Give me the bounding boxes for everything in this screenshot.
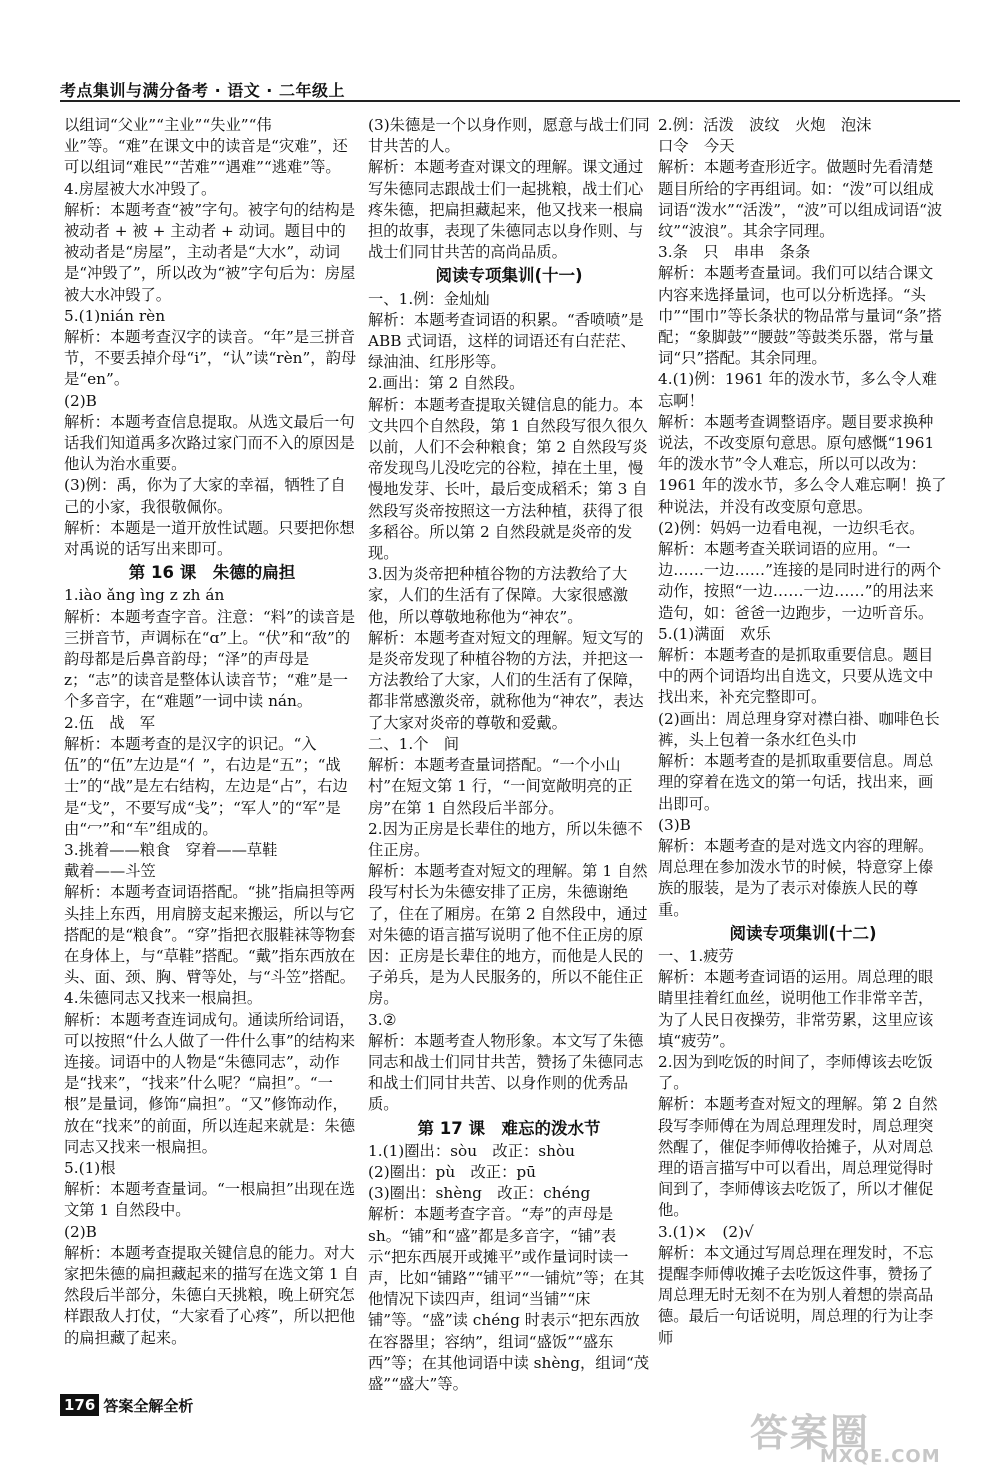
answer-paragraph: (2)圈出：pù 改正：pū [368,1162,537,1181]
answer-paragraph: 3.条 只 串串 条条 [658,243,811,262]
answer-paragraph: 解析：本题考查量词搭配。“一个小山村”在短文第 1 行，“一间宽敞明亮的正房”在第 1 自然段后半部分。 [368,756,633,817]
answer-paragraph: (2)B [64,1222,97,1241]
answer-paragraph: 解析：本题考查的是抓取重要信息。周总理的穿着在选文的第一句话，找出来，画出即可。 [658,752,934,813]
answer-paragraph: (3)B [658,815,691,834]
answer-paragraph: 解析：本题考查的是抓取重要信息。题目中的两个词语均出自选文，只要从选文中找出来，补充完整即可。 [658,646,934,707]
answer-paragraph: 一、1.例：金灿灿 [368,289,490,308]
answer-paragraph: 解析：本题考查词语的积累。“香喷喷”是 ABB 式词语，这样的词语还有白茫茫、绿油油、红彤彤等。 [368,310,649,372]
answer-paragraph: 解析：本题考查提取关键信息的能力。本文共四个自然段，第 1 自然段写很久很久以前，人们不会种粮食；第 2 自然段写炎帝发现鸟儿没吃完的谷粒，掉在土里，慢慢地发芽、长叶，最后变成稻禾；第 3 自然段写炎帝按照这一方法种植，获得了很多稻谷。所以第 2 自然段就是炎帝的发现。 [368,395,648,563]
section-heading: 第 17 课 难忘的泼水节 [417,1118,601,1138]
answer-paragraph: (3)圈出：shèng 改正：chéng [368,1184,591,1203]
page-footer [60,1392,193,1418]
answer-paragraph: 解析：本题考查字音。“寿”的声母是 sh。“铺”和“盛”都是多音字，“铺”表示“把东西展开或摊平”或作量词时读一声，比如“铺路”“铺平”“一铺炕”等；在其他情况下读四声，组词“当铺”“床铺”等。“盛”读 chéng 时表示“把东西放在容器里；容纳”，组词“盛饭”“盛东西”等；在其他词语中读 shèng，组词“茂盛”“盛大”等。 [368,1205,650,1393]
section-heading: 第 16 课 朱德的扁担 [128,563,296,583]
answer-paragraph: 解析：本题考查的是汉字的识记。“入伍”的“伍”左边是“亻”，右边是“五”；“战士”的“战”是左右结构，左边是“占”，右边是“戈”，不要写成“戋”；“军人”的“军”是由“冖”和“车”组成的。 [64,734,348,838]
answer-paragraph: 2.伍 战 军 [64,713,156,732]
answer-paragraph: 解析：本题考查提取关键信息的能力。对大家把朱德的扁担藏起来的描写在选文第 1 自然段后半部分，朱德白天挑粮，晚上研究怎样跟敌人打仗，“大家看了心疼”，所以把他的扁担藏了起来。 [64,1243,359,1347]
answer-paragraph: 3.挑着——粮食 穿着——草鞋 [64,840,278,859]
answer-paragraph: 解析：本题考查形近字。做题时先看清楚题目所给的字再组词。如：“泼”可以组成词语“泼水”“活泼”，“波”可以组成词语“波纹”“波浪”。其余字同理。 [658,158,943,241]
header-rule [60,100,960,102]
answer-paragraph: 解析：本题考查量词。“一根扁担”出现在选文第 1 自然段中。 [64,1180,355,1220]
answer-paragraph: 解析：本题考查词语搭配。“挑”指扁担等两头挂上东西，用肩膀支起来搬运，所以与它搭配的是“粮食”。“穿”指把衣服鞋袜等物套在身体上，与“草鞋”搭配。“戴”指东西放在头、面、颈、胸、臂等处，与“斗笠”搭配。 [64,883,356,987]
answer-paragraph: (2)例：妈妈一边看电视，一边织毛衣。 [658,518,925,537]
page-number: 176 [60,1394,99,1416]
answer-paragraph: 4.房屋被大水冲毁了。 [64,179,217,198]
answer-paragraph: 3.② [368,1010,397,1029]
answer-paragraph: 解析：本题考查关联词语的应用。“一边……一边……”连接的是同时进行的两个动作，按照“一边……一边……”的用法来造句，如：爸爸一边跑步，一边听音乐。 [658,540,942,622]
answer-paragraph: (2)B [64,391,97,410]
answer-paragraph: 2.例：活泼 波纹 火炮 泡沫 [658,116,872,134]
answer-paragraph: 3.因为炎帝把种植谷物的方法教给了大家，人们的生活有了保障。大家很感激他，所以尊敬地称他为“神农”。 [368,565,629,626]
answer-paragraph: 解析：本题考查词语的运用。周总理的眼睛里挂着红血丝，说明他工作非常辛苦，为了人民日夜操劳，非常劳累，这里应该填“疲劳”。 [658,968,934,1050]
answer-paragraph: 解析：本题考查量词。我们可以结合课文内容来选择量词，也可以分析选择。“头巾”“围巾”等长条状的物品常与量词“条”搭配；“象脚鼓”“腰鼓”等鼓类乐器，常与量词“只”搭配。其余同理。 [658,264,942,368]
answer-paragraph: 戴着——斗笠 [64,862,156,881]
answer-paragraph: 解析：本题是一道开放性试题。只要把你想对禹说的话写出来即可。 [64,518,355,559]
answer-paragraph: 解析：本题考查字音。注意：“料”的读音是三拼音节，声调标在“ɑ”上。“伏”和“敌”的韵母都是后鼻音韵母；“泽”的声母是z；“志”的读音是整体认读音节；“难”是一个多音字，在“难题”一词中读 nán。 [64,607,355,711]
answer-paragraph: 二、1.个 间 [368,734,460,753]
answer-paragraph: 5.(1)根 [64,1158,116,1177]
answer-paragraph: 解析：本题考查对课文的理解。课文通过写朱德同志跟战士们一起挑粮，战士们心疼朱德，把扁担藏起来，他又找来一根扁担的故事，表现了朱德同志以身作则、与战士们同甘共苦的高尚品质。 [368,158,644,262]
watermark-url: MXQE.COM [820,1446,941,1467]
answer-paragraph: 解析：本题考查对短文的理解。短文写的是炎帝发现了种植谷物的方法，并把这一方法教给了大家，人们的生活有了保障，都非常感激炎帝，就称他为“神农”，表达了大家对炎帝的尊敬和爱戴。 [368,628,644,732]
column-3 [658,115,948,1349]
answer-paragraph: (3)朱德是一个以身作则，愿意与战士们同甘共苦的人。 [368,116,650,156]
section-heading: 阅读专项集训(十二) [729,923,877,943]
answer-paragraph: 2.因为到吃饭的时间了，李师傅该去吃饭了。 [658,1052,933,1093]
answer-paragraph: 解析：本题考查连词成句。通读所给词语，可以按照“什么人做了一件什么事”的结构来连接。词语中的人物是“朱德同志”，动作是“找来”，“找来”什么呢？“扁担”。“一根”是量词，修饰“扁担”。“又”修饰动作，放在“找来”的前面，所以连起来就是：朱德同志又找来一根扁担。 [64,1010,355,1156]
column-1 [64,115,360,1349]
answer-paragraph: (3)例：禹，你为了大家的幸福，牺牲了自己的小家，我很敬佩你。 [64,476,346,516]
answer-paragraph: 解析：本题考查对短文的理解。第 2 自然段写李师傅在为周总理理发时，周总理突然醒了，催促李师傅收拾摊子，从对周总理的语言描写中可以看出，周总理觉得时间到了，李师傅该去吃饭了，所以才催促他。 [658,1095,938,1220]
answer-paragraph: 一、1.疲劳 [658,946,734,965]
answer-paragraph: 1.iào ǎng ìng z zh án [64,586,225,605]
answer-paragraph: 解析：本题考查人物形象。本文写了朱德同志和战士们同甘共苦，赞扬了朱德同志和战士们同甘共苦、以身作则的优秀品质。 [368,1031,644,1114]
answer-paragraph: 以组词“父业”“主业”“失业”“伟业”等。“难”在课文中的读音是“灾难”，还可以组词“难民”“苦难”“遇难”“逃难”等。 [64,116,348,177]
answer-paragraph: 解析：本题考查“被”字句。被字句的结构是被动者 + 被 + 主动者 + 动词。题目中的被动者是“房屋”，主动者是“大水”，动词是“冲毁了”，所以改为“被”字句后为：房屋被大水冲毁了。 [64,200,356,304]
watermark-logo: 答案圈 [750,1411,871,1455]
answer-paragraph: 解析：本题考查汉字的读音。“年”是三拼音节，不要丢掉介母“i”，“认”读“rèn”，韵母是“en”。 [64,328,357,389]
answer-paragraph: 解析：本题考查的是对选文内容的理解。周总理在参加泼水节的时候，特意穿上傣族的服装，是为了表示对傣族人民的尊重。 [658,836,934,919]
answer-paragraph: 2.画出：第 2 自然段。 [368,374,525,393]
watermark [750,1402,980,1467]
answer-paragraph: 解析：本文通过写周总理在理发时，不忘提醒李师傅收摊子去吃饭这件事，赞扬了周总理无时无刻不在为别人着想的崇高品德。最后一句话说明，周总理的行为让李师 [658,1243,934,1347]
answer-paragraph: 5.(1)nián rèn [64,306,166,325]
page-header [0,0,1000,100]
answer-paragraph: (2)画出：周总理身穿对襟白褂、咖啡色长裤，头上包着一条水红色头巾 [658,709,940,749]
answer-paragraph: 解析：本题考查信息提取。从选文最后一句话我们知道禹多次路过家门而不入的原因是他认为治水重要。 [64,412,355,474]
answer-paragraph: 解析：本题考查调整语序。题目要求换种说法，不改变原句意思。原句感慨“1961 年的泼水节”令人难忘，所以可以改为：1961 年的泼水节，多么令人难忘啊！换了种说法，并没有改变原句意思。 [658,412,947,516]
answer-paragraph: 4.朱德同志又找来一根扁担。 [64,989,263,1008]
answer-paragraph: 1.(1)圈出：sòu 改正：shòu [368,1141,576,1160]
footer-label: 答案全解全析 [103,1396,194,1415]
answer-paragraph: 3.(1)× (2)√ [658,1222,754,1241]
column-2 [368,115,650,1395]
page-title: 考点集训与满分备考 · 语文 · 二年级上 [60,81,345,100]
answer-paragraph: 2.因为正房是长辈住的地方，所以朱德不住正房。 [368,819,643,859]
answer-paragraph: 口令 今天 [658,137,735,156]
answer-paragraph: 解析：本题考查对短文的理解。第 1 自然段写村长为朱德安排了正房，朱德谢绝了，住在了厢房。在第 2 自然段中，通过对朱德的语言描写说明了他不住正房的原因：正房是长辈住的地方，而他是人民的子弟兵，是为人民服务的，所以不能住正房。 [368,862,648,1008]
answer-paragraph: 5.(1)满面 欢乐 [658,624,771,643]
section-heading: 阅读专项集训(十一) [435,266,583,286]
answer-paragraph: 4.(1)例：1961 年的泼水节，多么令人难忘啊！ [658,370,937,410]
